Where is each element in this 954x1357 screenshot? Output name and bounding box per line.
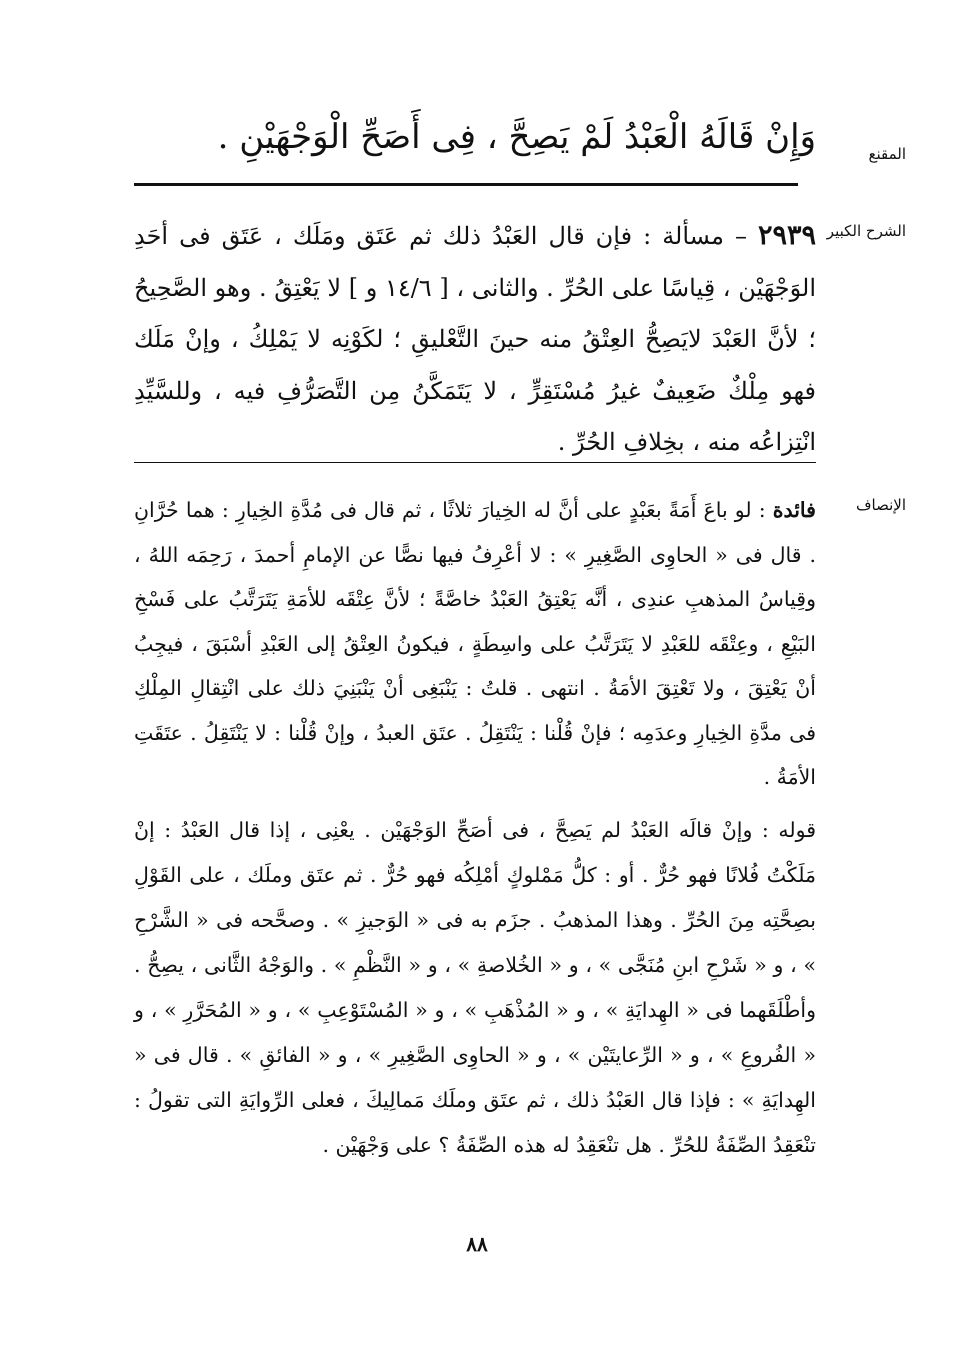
- sharh-text: – مسألة : فإن قال العَبْدُ ذلك ثم عَتَق ومَلَك ، عَتَق فى أحَدِ الوَجْهَيْن ، قِياسًا على الحُرِّ . والثانى ، [ ١٤/٦ و ] لا يَعْتِقُ . وهو الصَّحِيحُ ؛ لأنَّ العَبْدَ لايَصِحُّ العِتْقُ منه حينَ التَّعْليقِ ؛ لكَوْنِه لا يَمْلِكُ ، وإنْ مَلَك فهو مِلْكٌ ضَعِيفٌ غيرُ مُسْتَقِرٍّ ، لا يَتَمَكَّنُ مِن التَّصَرُّفِ فيه ، وللسَّيِّدِ انْتِزاعُه منه ، بخِلافِ الحُرِّ .: [134, 222, 816, 456]
- insaf-para1-text: : لو باعَ أَمَةً بعَبْدٍ على أنَّ له الخِيارَ ثلاثًا ، ثم قال فى مُدَّةِ الخِيارِ : هما حُرَّانِ . قال فى « الحاوِى الصَّغِيرِ » : لا أعْرِفُ فيها نصًّا عن الإمامِ أحمدَ ، رَحِمَه اللهُ ، وقِياسُ المذهبِ عندِى ، أنَّه يَعْتِقُ العَبْدُ خاصَّةً ؛ لأنَّ عِتْقَه للأمَةِ يَتَرَتَّبُ على فَسْخِ البَيْعِ ، وعِتْقَه للعَبْدِ لا يَتَرَتَّبُ على واسِطَةٍ ، فيكونُ العِتْقُ إلى العَبْدِ أسْبَقَ ، فيجِبُ أنْ يَعْتِقَ ، ولا تَعْتِقَ الأمَةُ . انتهى . قلتُ : يَنْبَغِى أنْ يَنْبَنِيَ ذلك على انْتِقالِ المِلْكِ فى مدَّةِ الخِيارِ وعدَمِه ؛ فإنْ قُلْنا : يَنْتَقِلُ . عتَق العبدُ ، وإنْ قُلْنا : لا يَنْتَقِلُ . عتَقَتِ الأمَةُ .: [134, 498, 816, 789]
- section-divider-2: [134, 462, 816, 463]
- label-sharh: الشرح الكبير: [826, 222, 906, 240]
- section-divider: [134, 183, 798, 186]
- label-insaf: الإنصاف: [855, 496, 906, 514]
- insaf-paragraph-1: [134, 488, 816, 800]
- sharh-section: [134, 210, 816, 469]
- matn-text: وَإِنْ قَالَهُ الْعَبْدُ لَمْ يَصِحَّ ، فِى أَصَحِّ الْوَجْهَيْنِ .: [217, 117, 816, 157]
- insaf-paragraph-2: قوله : وإنْ قالَه العَبْدُ لم يَصِحَّ ، فى أصَحِّ الوَجْهَيْن . يعْنِى ، إذا قال العَبْدُ : إنْ مَلَكْتُ فُلانًا فهو حُرٌّ . أو : كلُّ مَمْلوكٍ أمْلِكُه فهو حُرٌّ . ثم عتَق وملَك ، على القَوْلِ بصِحَّتِه مِنَ الحُرِّ . وهذا المذهبُ . جزَم به فى « الوَجيزِ » . وصحَّحه فى « الشَّرْحِ » ، و « شَرْحِ ابنِ مُنَجَّى » ، و « الخُلاصةِ » ، و « النَّظْمِ » . والوَجْهُ الثَّانى ، يصِحُّ . وأطْلَقَهما فى « الهِدايَةِ » ، و « المُذْهَبِ » ، و « المُسْتَوْعِبِ » ، و « المُحَرَّرِ » ، و « الفُروعِ » ، و « الرِّعايتَيْن » ، و « الحاوِى الصَّغِيرِ » ، و « الفائقِ » . قال فى « الهِدايَةِ » : فإذا قال العَبْدُ ذلك ، ثم عتَق وملَك مَمالِيكَ ، فعلى الرِّوايَةِ التى تقولُ : تنْعَقِدُ الصِّفَةُ للحُرِّ . هل تنْعَقِدُ له هذه الصِّفَةُ ؟ على وَجْهَيْن .: [134, 818, 816, 1157]
- label-muqni: المقنع: [868, 145, 906, 163]
- page-number: ٨٨: [466, 1232, 488, 1256]
- issue-number: ٢٩٣٩: [757, 220, 816, 251]
- faida-lead: فائدة: [772, 498, 816, 522]
